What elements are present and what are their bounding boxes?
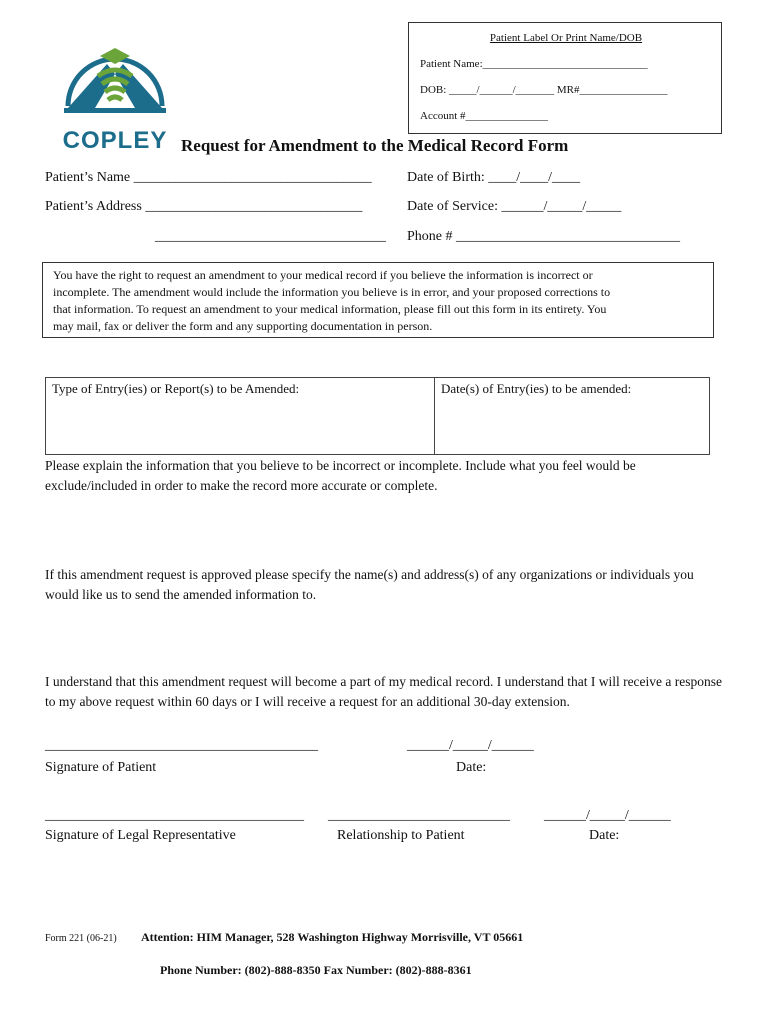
rep-date-label: Date: [589,828,620,843]
send-to-instructions: If this amendment request is approved please specify the name(s) and address(s) of any organizations or individuals you would like us to send the amended information to. [45,567,694,602]
label-account-field[interactable]: Account #_______________ [420,110,549,122]
patient-date-label: Date: [456,760,487,775]
relationship-label: Relationship to Patient [337,828,465,843]
notice-line: that information. To request an amendment to your medical information, please fill out this form in its entirety. You [53,302,607,316]
rep-date-line[interactable]: ______/_____/______ [544,808,671,823]
date-of-service-field[interactable]: Date of Service: ______/_____/_____ [407,199,622,214]
notice-line: incomplete. The amendment would include the information you believe is in error, and your proposed corrections to [53,285,611,299]
explain-response-area[interactable] [45,500,710,560]
entry-date-cell[interactable] [435,378,709,454]
understanding-statement: I understand that this amendment request will become a part of my medical record. I understand that I will receive a response to my above request within 60 days or I will receive a request for an additional 30-day extension. [45,674,723,709]
patient-date-line[interactable]: ______/_____/______ [407,738,534,753]
explain-instructions: Please explain the information that you believe to be incorrect or incomplete. Include what you feel would be exclude/included in order to make the record more accurate or complete. [45,458,636,493]
form-number: Form 221 (06-21) [45,933,117,944]
copley-emblem-icon [60,46,170,124]
notice-line: You have the right to request an amendment to your medical record if you believe the information is incorrect or [53,268,593,282]
patient-label-box [408,22,722,134]
rep-signature-line[interactable]: _____________________________________ [45,808,304,823]
date-of-birth-field[interactable]: Date of Birth: ____/____/____ [407,170,581,185]
entry-type-label: Type of Entry(ies) or Report(s) to be Amended: [52,381,300,396]
label-dob-mr-field[interactable]: DOB: _____/______/_______ MR#________________ [420,84,668,96]
form-title: Request for Amendment to the Medical Record Form [181,136,569,155]
phone-field[interactable]: Phone # ________________________________ [407,229,680,244]
copley-logo [60,46,170,154]
entries-table [45,377,710,455]
notice-line: may mail, fax or deliver the form and any supporting documentation in person. [53,319,433,333]
send-to-response-area[interactable] [45,608,710,668]
attention-address: Attention: HIM Manager, 528 Washington Highway Morrisville, VT 05661 [141,930,524,944]
entry-type-cell[interactable] [46,378,435,454]
relationship-line[interactable]: __________________________ [328,808,510,823]
patient-signature-line[interactable]: _______________________________________ [45,738,318,753]
entry-date-label: Date(s) of Entry(ies) to be amended: [441,381,632,396]
patient-address-field[interactable]: Patient’s Address _______________________________ [45,199,363,214]
label-box-title: Patient Label Or Print Name/DOB [489,32,643,44]
label-patient-name-field[interactable]: Patient Name:______________________________ [420,58,648,70]
address-line-2-field[interactable]: _________________________________ [155,229,386,244]
rights-notice-box [42,262,714,338]
patient-name-field[interactable]: Patient’s Name __________________________________ [45,170,372,185]
patient-signature-label: Signature of Patient [45,760,157,775]
rep-signature-label: Signature of Legal Representative [45,828,236,843]
logo-wordmark: COPLEY [62,127,168,154]
phone-fax-numbers: Phone Number: (802)-888-8350 Fax Number: (802)-888-8361 [160,963,472,977]
